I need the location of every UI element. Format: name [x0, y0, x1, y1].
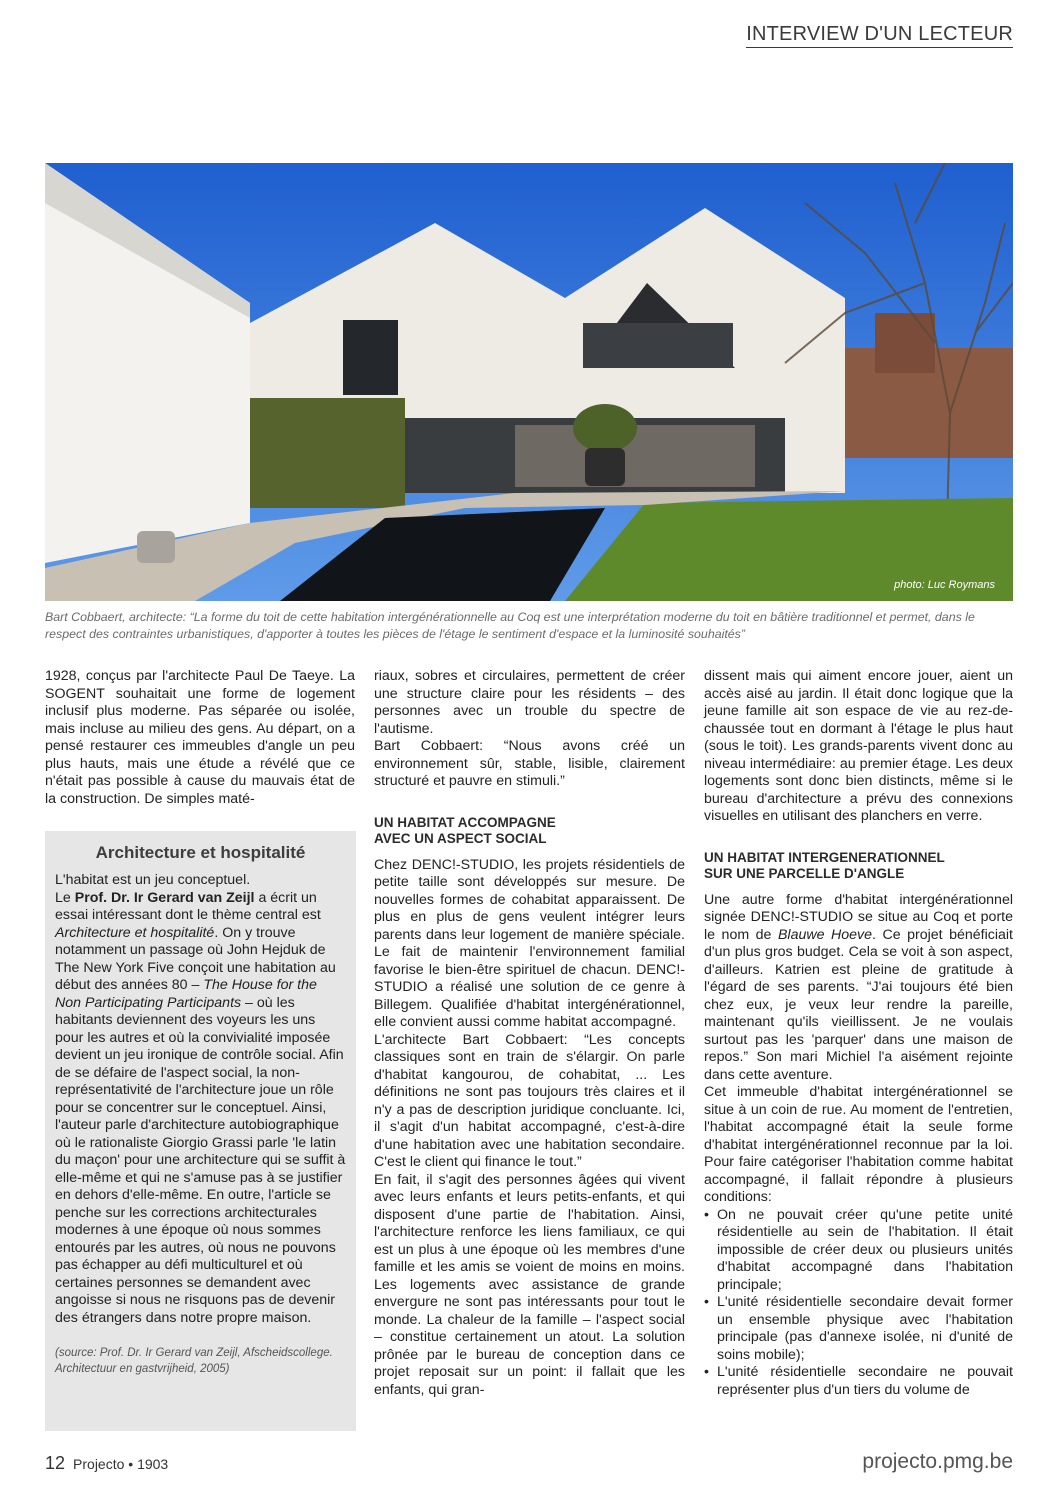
sidebar-theme: Architecture et hospitalité	[55, 924, 215, 941]
photo-credit: photo: Luc Roymans	[894, 579, 995, 591]
sidebar-text-line: L'habitat est un jeu conceptuel.	[55, 872, 251, 888]
photo-caption: Bart Cobbaert, architecte: “La forme du toit de cette habitation intergénérationnelle au Coq est une interprétation moderne du toit en bâtière traditionnel et permet, dans le respect des contraintes urbanistiques, d'apporter à toutes les pièces de l'étage le sentiment d'espace et la luminosité souhaités”	[45, 610, 975, 641]
sidebar-source: (source: Prof. Dr. Ir Gerard van Zeijl, Afscheidscollege. Architectuur en gastvrijheid, 2005)	[55, 1347, 333, 1375]
paragraph	[704, 892, 1013, 1085]
sidebar-title: Architecture et hospitalité	[95, 843, 306, 862]
subheading-line: AVEC UN ASPECT SOCIAL	[374, 830, 547, 846]
sidebar-author: Prof. Dr. Ir Gerard van Zeijl	[74, 889, 255, 906]
sidebar-text-run: a écrit un essai intéressant dont le thème central est	[55, 889, 321, 923]
footer-url-link[interactable]: projecto.pmg.be	[862, 1450, 1013, 1473]
paragraph: L'architecte Bart Cobbaert: “Les concepts classiques sont en train de s'élargir. On parle d'habitat kangourou, de cohabitat, ... Les définitions ne sont pas toujours très claires et il n'y a pas de description juridique concluante. Ici, il s'agit d'un habitat accompagné, c'est-à-dire d'une habitation avec une habitation secondaire. C'est le client qui finance le tout.”	[374, 1031, 685, 1170]
column-2	[374, 668, 685, 1399]
house-illustration	[45, 163, 1013, 601]
list-item: • L'unité résidentielle secondaire ne pouvait représenter plus d'un tiers du volume de	[704, 1364, 1013, 1399]
sidebar-text	[55, 872, 346, 1327]
subheading	[374, 815, 685, 847]
conditions-list	[704, 1207, 1013, 1400]
subheading-line: SUR UNE PARCELLE D'ANGLE	[704, 865, 905, 881]
page-number: 12	[45, 1453, 66, 1473]
sidebar-text-run: . On y trouve notamment un passage où John Hejduk de The New York Five conçoit une habitation au début des années 80 –	[55, 924, 336, 993]
house-photo	[45, 163, 1013, 601]
list-item: • On ne pouvait créer qu'une petite unité résidentielle au sein de l'habitation. Il était impossible de créer deux ou plusieurs unités d'habitat accompagné dans l'habitation principale;	[704, 1207, 1013, 1295]
project-name: Blauwe Hoeve	[777, 926, 873, 943]
sidebar-project: The House for the Non Participating Participants	[55, 977, 317, 1011]
sidebar-text-run: Le	[55, 889, 75, 906]
sidebar-text-run: – où les habitants deviennent des voyeurs les uns pour les autres et où la convivialité imposée devient un jeu ironique de contrôle social. Afin de se défaire de l'aspect social, la non-représentativité de l'architecture joue un rôle pour se concentrer sur le conceptuel. Ainsi, l'auteur parle d'architecture autobiographique où le rationaliste Giorgio Grassi parle 'le latin du maçon' pour une architecture qui se suffit à elle-même et qui ne s'amuse pas à se justifier en dehors d'elle-même. En outre, l'article se penche sur les corrections architecturales modernes à une époque où nous sommes entourés par les autres, où nous ne pouvons pas échapper au défi multiculturel et où certaines personnes se demandent avec angoisse si nous ne risquons pas de devenir des étrangers dans notre propre maison.	[55, 994, 346, 1326]
list-item: • L'unité résidentielle secondaire devait former un ensemble physique avec l'habitation principale (pas d'annexe isolée, ni d'unité de soins mobile);	[704, 1294, 1013, 1364]
paragraph: En fait, il s'agit des personnes âgées qui vivent avec leurs enfants et leurs petits-enfants, et qui disposent d'une partie de l'habitation. Ainsi, l'architecture renforce les liens familiaux, ce qui est un plus à une époque où les membres d'une famille et les amis se voient de moins en moins. Les logements avec assistance de grande envergure ne sont pas intéressants pour tout le monde. La chaleur de la famille – l'aspect social – constitue certainement un atout. La solution prônée par le bureau de conception dans ce projet reposait sur un point: il fallait que les enfants, qui gran-	[374, 1171, 685, 1398]
paragraph: Bart Cobbaert: “Nous avons créé un environnement sûr, stable, lisible, clairement structuré et pauvre en stimuli.”	[374, 738, 685, 789]
sidebar-box	[45, 831, 356, 1431]
paragraph: dissent mais qui aiment encore jouer, aient un accès aisé au jardin. Il était donc logique que la jeune famille ait son espace de vie au rez-de-chaussée tout en dormant à l'étage le plus haut (sous le toit). Les grands-parents vivent donc au niveau intermédiaire: au premier étage. Les deux logements sont donc bien distincts, même si le bureau d'architecture a prévu des connexions visuelles en utilisant des planchers en verre.	[704, 668, 1013, 824]
magazine-issue: Projecto • 1903	[73, 1456, 169, 1472]
paragraph: Cet immeuble d'habitat intergénérationnel se situe à un coin de rue. Au moment de l'entretien, l'habitat accompagné était la seule forme d'habitat intergénérationnel reconnue par la loi. Pour faire catégoriser l'habitation comme habitat accompagné, il fallait répondre à plusieurs conditions:	[704, 1084, 1013, 1205]
subheading-line: UN HABITAT INTERGENERATIONNEL	[704, 849, 945, 865]
text-run: Une autre forme d'habitat intergénérationnel signée DENC!-STUDIO se situe au Coq et porte le nom de	[704, 891, 1013, 943]
column-3	[704, 668, 1013, 1399]
paragraph: riaux, sobres et circulaires, permettent de créer une structure claire pour les résidents – des personnes avec un trouble du spectre de l'autisme.	[374, 668, 685, 737]
footer-left	[45, 1453, 168, 1474]
paragraph: 1928, conçus par l'architecte Paul De Taeye. La SOGENT souhaitait une forme de logement inclusif plus moderne. Pas séparée ou isolée, mais incluse au milieu des gens. Au départ, on a pensé restaurer ces immeubles d'angle un peu plus hauts, mais une étude a révélé que ce n'était pas possible à cause du mauvais état de la construction. De simples maté-	[45, 668, 355, 807]
subheading-line: UN HABITAT ACCOMPAGNE	[374, 814, 556, 830]
paragraph: Chez DENC!-STUDIO, les projets résidentiels de petite taille sont développés sur mesure. De nouvelles formes de cohabitat apparaissent. De plus en plus de gens veulent intégrer leurs parents dans leur logement de manière spéciale. Le fait de maintenir l'environnement familial favorise le bien-être spirituel de chacun. DENC!-STUDIO a réalisé une solution de ce genre à Billegem. Qualifiée d'habitat intergénérationnel, elle convient aussi comme habitat accompagné.	[374, 856, 685, 1030]
subheading	[704, 850, 1013, 882]
text-run: . Ce projet bénéficiait d'un plus gros budget. Cela se voit à son aspect, d'ailleurs. Katrien est pleine de gratitude à l'égard de ses parents. “J'ai toujours été bien chez eux, je veux leur rendre la pareille, maintenant qu'ils vieillissent. Je ne voulais surtout pas les 'parquer' dans une maison de repos.” Son mari Michiel l'a aisément rejointe dans cette aventure.	[704, 926, 1013, 1083]
column-1	[45, 668, 355, 808]
section-tag: INTERVIEW D'UN LECTEUR	[746, 22, 1013, 48]
